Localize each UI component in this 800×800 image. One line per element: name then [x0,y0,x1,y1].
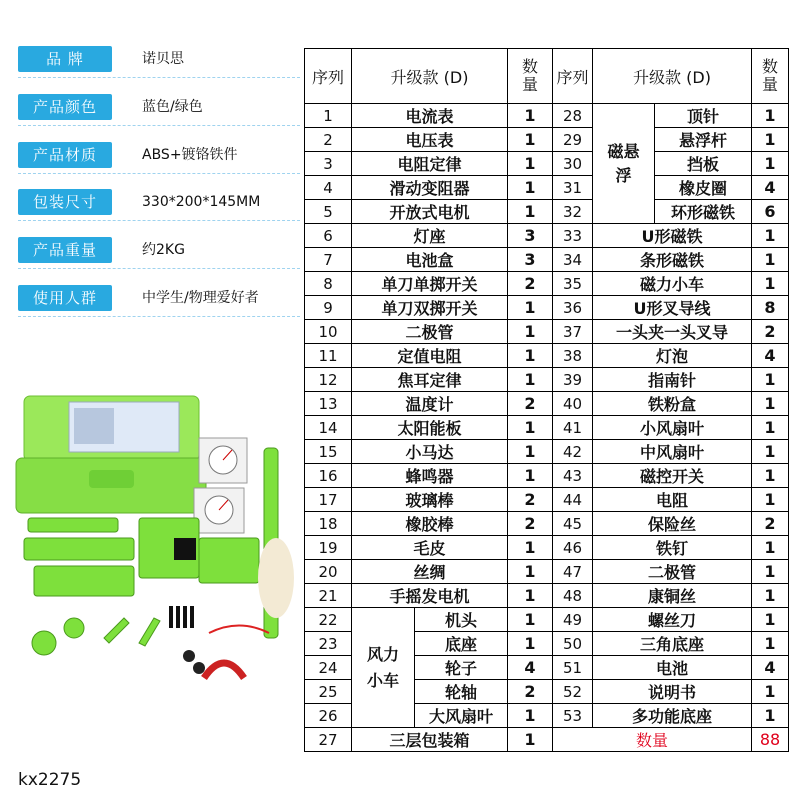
spec-row [18,237,300,265]
row-number: 30 [553,152,593,176]
row-number: 34 [553,248,593,272]
table-row [305,248,789,272]
spec-label: 产品材质 [18,142,112,168]
part-qty: 2 [752,512,789,536]
part-qty: 8 [752,296,789,320]
spec-divider [18,77,300,78]
row-number: 31 [553,176,593,200]
spec-divider [18,125,300,126]
row-number: 2 [305,128,352,152]
part-qty: 1 [752,560,789,584]
part-name: 顶针 [655,104,752,128]
part-qty: 3 [508,248,553,272]
part-qty: 1 [508,320,553,344]
part-qty: 2 [508,392,553,416]
spec-label: 产品重量 [18,237,112,263]
fur [258,538,294,618]
part-qty: 1 [508,200,553,224]
row-number: 29 [553,128,593,152]
part-qty: 1 [752,536,789,560]
row-number: 53 [553,704,593,728]
part-qty: 2 [508,488,553,512]
spec-divider [18,316,300,317]
part-qty: 2 [752,320,789,344]
row-number: 36 [553,296,593,320]
part-name: 多功能底座 [593,704,752,728]
part-qty: 1 [508,176,553,200]
row-number: 45 [553,512,593,536]
part-qty: 2 [508,272,553,296]
group-fan-car-label: 风力小车 [366,644,399,690]
row-number: 47 [553,560,593,584]
part-qty: 1 [508,560,553,584]
product-photo [14,388,304,693]
storage-box [16,396,206,513]
part-name: 指南针 [593,368,752,392]
row-number: 35 [553,272,593,296]
row-number: 10 [305,320,352,344]
part-name: 灯座 [352,224,508,248]
table-row [305,224,789,248]
table-row [305,320,789,344]
row-number: 7 [305,248,352,272]
table-row [305,536,789,560]
part-name: U形叉导线 [593,296,752,320]
part-qty: 1 [752,392,789,416]
row-number: 9 [305,296,352,320]
spec-value: ABS+镀铬铁件 [142,147,238,163]
part-qty: 4 [508,656,553,680]
part-qty: 6 [752,200,789,224]
row-number: 48 [553,584,593,608]
row-number: 1 [305,104,352,128]
part-qty: 1 [752,704,789,728]
part-qty: 1 [752,608,789,632]
table-row [305,272,789,296]
part-name: 电阻定律 [352,152,508,176]
spec-value: 诺贝思 [142,51,184,67]
part-qty: 1 [752,464,789,488]
part-name: 轮轴 [415,680,508,704]
row-number: 51 [553,656,593,680]
table-row [305,728,789,752]
part-qty: 1 [508,728,553,752]
header-name: 升级款 (D) [352,49,508,104]
table-row [305,200,789,224]
row-number: 11 [305,344,352,368]
table-row [305,440,789,464]
part-name: 焦耳定律 [352,368,508,392]
part-qty: 1 [752,248,789,272]
part-name: 一头夹一头叉导 [593,320,752,344]
header-qty-bottom: 量 [521,75,538,94]
row-number: 22 [305,608,352,632]
part-qty: 1 [752,368,789,392]
header-qty-bottom-2: 量 [761,75,778,94]
table-row [305,512,789,536]
group-maglev [593,104,655,224]
total-label: 数量 [553,728,752,752]
part-name: U形磁铁 [593,224,752,248]
part-name: 开放式电机 [352,200,508,224]
part-name: 滑动变阻器 [352,176,508,200]
row-number: 40 [553,392,593,416]
table-row [305,392,789,416]
spec-row [18,94,300,122]
table-row [305,464,789,488]
row-number: 25 [305,680,352,704]
spec-label: 品 牌 [18,46,112,72]
spec-value: 约2KG [142,242,185,258]
row-number: 14 [305,416,352,440]
spec-divider [18,268,300,269]
table-row [305,416,789,440]
row-number: 37 [553,320,593,344]
part-qty: 1 [508,344,553,368]
part-qty: 3 [508,224,553,248]
part-qty: 2 [508,512,553,536]
part-name: 磁控开关 [593,464,752,488]
part-name: 灯泡 [593,344,752,368]
part-name: 毛皮 [352,536,508,560]
part-name: 大风扇叶 [415,704,508,728]
parts-table [304,48,789,752]
table-row [305,344,789,368]
row-number: 17 [305,488,352,512]
watermark: kx2275 [18,770,82,790]
spec-label: 使用人群 [18,285,112,311]
part-qty: 2 [508,680,553,704]
row-number: 52 [553,680,593,704]
part-name: 底座 [415,632,508,656]
row-number: 33 [553,224,593,248]
table-row [305,104,789,128]
row-number: 18 [305,512,352,536]
part-name: 小马达 [352,440,508,464]
row-number: 27 [305,728,352,752]
part-name: 电流表 [352,104,508,128]
spec-divider [18,173,300,174]
spec-row [18,142,300,170]
part-name: 中风扇叶 [593,440,752,464]
part-qty: 1 [752,584,789,608]
table-header-row [305,49,789,104]
spec-row [18,189,300,217]
table-row [305,368,789,392]
part-qty: 1 [508,128,553,152]
part-qty: 1 [752,416,789,440]
table-row [305,584,789,608]
table-row [305,176,789,200]
header-qty [508,49,553,104]
header-seq-2: 序列 [553,49,593,104]
part-name: 定值电阻 [352,344,508,368]
row-number: 13 [305,392,352,416]
row-number: 15 [305,440,352,464]
part-qty: 1 [508,368,553,392]
part-qty: 1 [752,440,789,464]
row-number: 12 [305,368,352,392]
part-name: 挡板 [655,152,752,176]
row-number: 50 [553,632,593,656]
part-qty: 1 [752,104,789,128]
part-name: 三角底座 [593,632,752,656]
spec-row [18,46,300,74]
row-number: 28 [553,104,593,128]
part-qty: 1 [508,152,553,176]
part-qty: 1 [752,224,789,248]
spec-value: 蓝色/绿色 [142,99,203,115]
u-magnet [204,663,244,678]
spec-value: 中学生/物理爱好者 [142,290,259,306]
part-name: 单刀双掷开关 [352,296,508,320]
header-name-2: 升级款 (D) [593,49,752,104]
part-qty: 1 [752,152,789,176]
row-number: 49 [553,608,593,632]
spec-value: 330*200*145MM [142,194,261,210]
row-number: 8 [305,272,352,296]
part-qty: 1 [508,632,553,656]
part-name: 铁粉盒 [593,392,752,416]
part-name: 手摇发电机 [352,584,508,608]
row-number: 46 [553,536,593,560]
part-name: 铁钉 [593,536,752,560]
part-name: 电阻 [593,488,752,512]
part-name: 机头 [415,608,508,632]
part-name: 电压表 [352,128,508,152]
row-number: 23 [305,632,352,656]
part-name: 磁力小车 [593,272,752,296]
part-name: 橡胶棒 [352,512,508,536]
row-number: 32 [553,200,593,224]
table-row [305,296,789,320]
part-name: 康铜丝 [593,584,752,608]
part-name: 轮子 [415,656,508,680]
part-name: 三层包装箱 [352,728,508,752]
table-row [305,152,789,176]
spec-label: 包装尺寸 [18,189,112,215]
row-number: 4 [305,176,352,200]
part-name: 悬浮杆 [655,128,752,152]
part-qty: 1 [752,632,789,656]
part-qty: 1 [508,296,553,320]
total-value: 88 [752,728,789,752]
part-name: 环形磁铁 [655,200,752,224]
table-row [305,560,789,584]
part-name: 二极管 [352,320,508,344]
spec-divider [18,220,300,221]
group-fan-car [352,608,415,728]
header-seq: 序列 [305,49,352,104]
part-name: 说明书 [593,680,752,704]
part-name: 保险丝 [593,512,752,536]
part-name: 丝绸 [352,560,508,584]
header-qty-top: 数 [521,57,538,76]
table-row [305,488,789,512]
table-row [305,128,789,152]
part-name: 电池 [593,656,752,680]
row-number: 3 [305,152,352,176]
part-qty: 1 [508,440,553,464]
header-qty-top-2: 数 [761,57,778,76]
row-number: 39 [553,368,593,392]
row-number: 38 [553,344,593,368]
row-number: 42 [553,440,593,464]
row-number: 16 [305,464,352,488]
part-name: 玻璃棒 [352,488,508,512]
part-qty: 1 [752,680,789,704]
part-qty: 1 [508,416,553,440]
row-number: 20 [305,560,352,584]
part-name: 蜂鸣器 [352,464,508,488]
part-qty: 1 [508,704,553,728]
row-number: 6 [305,224,352,248]
part-qty: 1 [752,128,789,152]
wires [209,626,269,634]
table-row [305,608,789,632]
spec-row [18,285,300,313]
row-number: 21 [305,584,352,608]
group-maglev-label: 磁悬浮 [607,141,640,185]
row-number: 5 [305,200,352,224]
part-qty: 1 [508,464,553,488]
part-qty: 4 [752,176,789,200]
part-name: 橡皮圈 [655,176,752,200]
part-qty: 1 [508,104,553,128]
row-number: 26 [305,704,352,728]
part-qty: 1 [752,488,789,512]
row-number: 19 [305,536,352,560]
part-qty: 4 [752,656,789,680]
spec-label: 产品颜色 [18,94,112,120]
part-qty: 1 [508,584,553,608]
part-qty: 1 [508,608,553,632]
row-number: 44 [553,488,593,512]
part-name: 小风扇叶 [593,416,752,440]
row-number: 24 [305,656,352,680]
part-name: 螺丝刀 [593,608,752,632]
part-name: 温度计 [352,392,508,416]
part-name: 太阳能板 [352,416,508,440]
part-name: 电池盒 [352,248,508,272]
part-qty: 1 [508,536,553,560]
row-number: 41 [553,416,593,440]
part-qty: 1 [752,272,789,296]
row-number: 43 [553,464,593,488]
part-name: 单刀单掷开关 [352,272,508,296]
part-name: 二极管 [593,560,752,584]
part-qty: 4 [752,344,789,368]
header-qty-2 [752,49,789,104]
part-name: 条形磁铁 [593,248,752,272]
